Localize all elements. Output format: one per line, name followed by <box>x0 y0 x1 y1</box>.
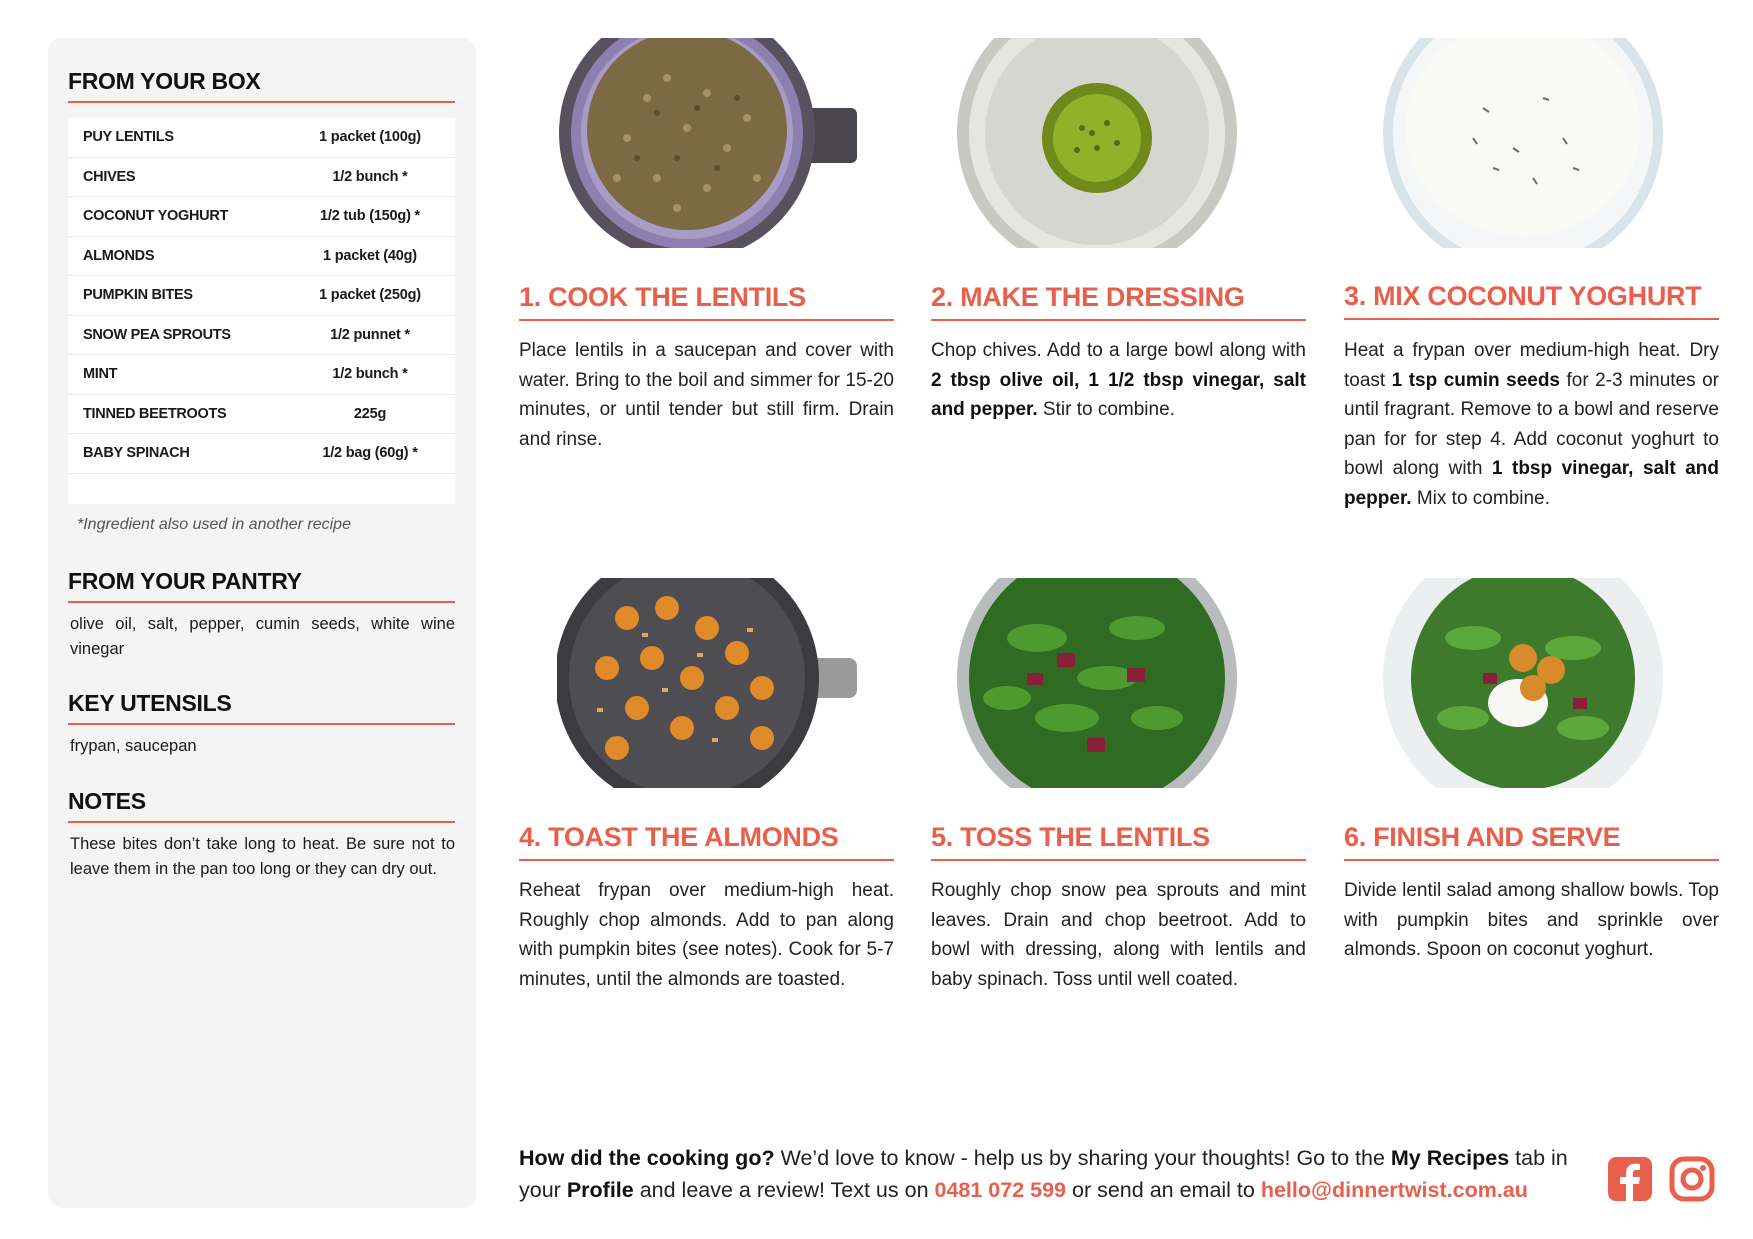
notes-title: NOTES <box>68 788 455 823</box>
ingredient-qty: 1/2 tub (150g) * <box>320 208 420 225</box>
ingredient-qty: 225g <box>353 405 387 422</box>
ingredient-note: *Ingredient also used in another recipe <box>77 516 351 533</box>
footer-text-2: tab in your <box>519 1146 1568 1202</box>
ingredient-row <box>68 276 455 316</box>
step-text: Reheat frypan over medium-high heat. Roughly chop almonds. Add to pan along with pumpkin bites (see notes). Cook for 5-7 minutes, until the almonds are toasted. <box>519 880 894 990</box>
ingredient-qty: 1/2 bag (60g) * <box>322 445 418 462</box>
facebook-icon[interactable] <box>1606 1155 1654 1203</box>
photo-tossed-salad <box>947 578 1247 788</box>
step-text: Roughly chop snow pea sprouts and mint leaves. Drain and chop beetroot. Add to bowl with dressing, along with lentils and baby spinach. Toss until well coated. <box>931 880 1306 990</box>
ingredient-row <box>68 197 455 237</box>
ingredient-name: SNOW PEA SPROUTS <box>83 326 231 343</box>
ingredient-row <box>68 434 455 474</box>
photo-finished-dish <box>1373 578 1673 788</box>
ingredient-qty: 1 packet (100g) <box>319 129 421 146</box>
from-your-box-title: FROM YOUR BOX <box>68 68 455 103</box>
step-6-body <box>1344 876 1719 965</box>
step-5-body <box>931 876 1306 994</box>
step-3-title: 3. MIX COCONUT YOGHURT <box>1344 281 1719 320</box>
ingredient-row <box>68 237 455 277</box>
ingredient-name: COCONUT YOGHURT <box>83 208 229 225</box>
ingredient-row <box>68 158 455 198</box>
footer-text-3: and leave a review! Text us on <box>633 1178 935 1202</box>
step-6-title: 6. FINISH AND SERVE <box>1344 822 1719 861</box>
footer-text-1: We’d love to know - help us by sharing your thoughts! Go to the <box>774 1146 1391 1170</box>
ingredient-row <box>68 395 455 435</box>
my-recipes-link[interactable]: My Recipes <box>1390 1146 1510 1170</box>
key-utensils-title: KEY UTENSILS <box>68 690 455 725</box>
step-text: Chop chives. Add to a large bowl along with <box>931 340 1306 361</box>
photo-lentils-strainer <box>557 38 857 248</box>
step-5-title: 5. TOSS THE LENTILS <box>931 822 1306 861</box>
ingredient-row <box>68 316 455 356</box>
ingredient-name: ALMONDS <box>83 247 155 264</box>
step-2-title: 2. MAKE THE DRESSING <box>931 282 1306 321</box>
step-4-title: 4. TOAST THE ALMONDS <box>519 822 894 861</box>
photo-coconut-yoghurt <box>1373 38 1673 248</box>
step-bold-text: 2 tbsp olive oil, 1 1/2 tbsp vinegar, salt and pepper. <box>931 369 1306 420</box>
email-link[interactable]: hello@dinnertwist.com.au <box>1260 1178 1528 1202</box>
photo-pumpkin-bites-pan <box>557 578 857 788</box>
footer-question: How did the cooking go? <box>519 1146 775 1170</box>
ingredient-qty: 1 packet (250g) <box>319 287 421 304</box>
step-4-body <box>519 876 894 994</box>
step-text: Place lentils in a saucepan and cover with water. Bring to the boil and simmer for 15-20 minutes, or until tender but still firm. Drain and rinse. <box>519 340 894 450</box>
ingredient-qty: 1/2 bunch * <box>332 366 408 383</box>
ingredient-name: PUMPKIN BITES <box>83 287 193 304</box>
from-your-pantry-title: FROM YOUR PANTRY <box>68 568 455 603</box>
pantry-text: olive oil, salt, pepper, cumin seeds, white wine vinegar <box>70 615 455 658</box>
step-3-body <box>1344 336 1719 513</box>
sidebar-panel <box>48 38 476 1208</box>
phone-link[interactable]: 0481 072 599 <box>934 1178 1067 1202</box>
notes-text: These bites don’t take long to heat. Be sure not to leave them in the pan too long or they can dry out. <box>70 835 455 878</box>
step-text: Divide lentil salad among shallow bowls. Top with pumpkin bites and sprinkle over almonds. Spoon on coconut yoghurt. <box>1344 880 1719 960</box>
ingredient-qty: 1/2 punnet * <box>330 326 410 343</box>
ingredient-name: PUY LENTILS <box>83 129 174 146</box>
ingredient-name: CHIVES <box>83 168 136 185</box>
ingredient-name: BABY SPINACH <box>83 445 190 462</box>
ingredient-name: TINNED BEETROOTS <box>83 405 227 422</box>
step-bold-text: 1 tsp cumin seeds <box>1391 369 1561 391</box>
instagram-icon[interactable] <box>1668 1155 1716 1203</box>
ingredient-qty: 1/2 bunch * <box>332 168 408 185</box>
ingredient-qty: 1 packet (40g) <box>323 247 417 264</box>
footer-text-4: or send an email to <box>1066 1178 1261 1202</box>
step-text: Heat a frypan over medium-high heat. Dry toast <box>1344 340 1719 391</box>
step-text: for 2-3 minutes or until fragrant. Remove to a bowl and reserve pan for for step 4. Add coconut yoghurt to bowl along with <box>1344 369 1719 479</box>
ingredient-row <box>68 118 455 158</box>
ingredient-table <box>68 118 455 504</box>
photo-dressing-bowl <box>947 38 1247 248</box>
step-1-body <box>519 336 894 454</box>
step-text: Mix to combine. <box>1411 487 1550 509</box>
ingredient-name: MINT <box>83 366 118 383</box>
feedback-footer <box>519 1142 1579 1206</box>
step-bold-text: 1 tbsp vinegar, salt and pepper. <box>1344 458 1719 509</box>
step-1-title: 1. COOK THE LENTILS <box>519 282 894 321</box>
step-2-body <box>931 336 1306 425</box>
step-text: Stir to combine. <box>1037 399 1175 420</box>
profile-link[interactable]: Profile <box>566 1178 634 1202</box>
utensils-text: frypan, saucepan <box>70 737 197 755</box>
ingredient-row <box>68 355 455 395</box>
